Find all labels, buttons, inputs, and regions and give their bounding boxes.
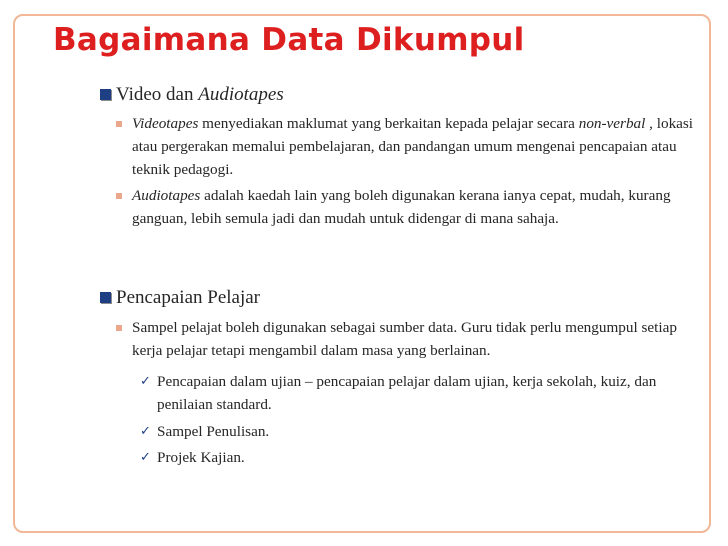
check-item-projek-kajian	[140, 446, 697, 469]
small-square-bullet-icon	[116, 121, 122, 127]
small-square-bullet-icon	[116, 193, 122, 199]
check-text: Projek Kajian.	[157, 449, 245, 466]
small-square-bullet-icon	[116, 325, 122, 331]
check-item-pencapaian	[140, 370, 697, 416]
list-item-sampel	[132, 316, 702, 362]
slide-title: Bagaimana Data Dikumpul	[53, 22, 525, 58]
check-text: Sampel Penulisan.	[157, 423, 270, 440]
checkmark-icon: ✓	[140, 424, 151, 439]
videotapes-text-b: , lokasi atau pergerakan memalui pembelajaran, dan pandangan umum mengenai pencapaian atau teknik pedagogi.	[132, 115, 694, 178]
square-bullet-icon	[100, 89, 111, 100]
videotapes-term: Videotapes	[132, 115, 199, 132]
check-text: Pencapaian dalam ujian – pencapaian pelajar dalam ujian, kerja sekolah, kuiz, dan penilaian standard.	[157, 373, 657, 413]
list-item-audiotapes	[132, 184, 702, 230]
section-heading-video-audiotapes	[116, 84, 284, 106]
videotapes-text-a: menyediakan maklumat yang berkaitan kepada pelajar secara	[198, 115, 579, 132]
audiotapes-text: adalah kaedah lain yang boleh digunakan kerana ianya cepat, mudah, kurang ganguan, lebih semula jadi dan mudah untuk didengar di mana sahaja.	[132, 187, 671, 227]
check-item-sampel-penulisan	[140, 420, 697, 443]
sampel-text: Sampel pelajat boleh digunakan sebagai sumber data. Guru tidak perlu mengumpul setiap kerja pelajar tetapi mengambil dalam masa yang berlainan.	[132, 319, 677, 359]
non-verbal-term: non-verbal	[578, 115, 646, 132]
audiotapes-term: Audiotapes	[132, 187, 201, 204]
heading-text: Pencapaian Pelajar	[116, 287, 261, 308]
heading-prefix: Video dan	[116, 84, 199, 105]
section-heading-pencapaian	[116, 287, 260, 309]
heading-italic: Audiotapes	[198, 84, 284, 105]
square-bullet-icon	[100, 292, 111, 303]
list-item-videotapes	[132, 112, 702, 181]
checkmark-icon: ✓	[140, 374, 151, 389]
checkmark-icon: ✓	[140, 450, 151, 465]
